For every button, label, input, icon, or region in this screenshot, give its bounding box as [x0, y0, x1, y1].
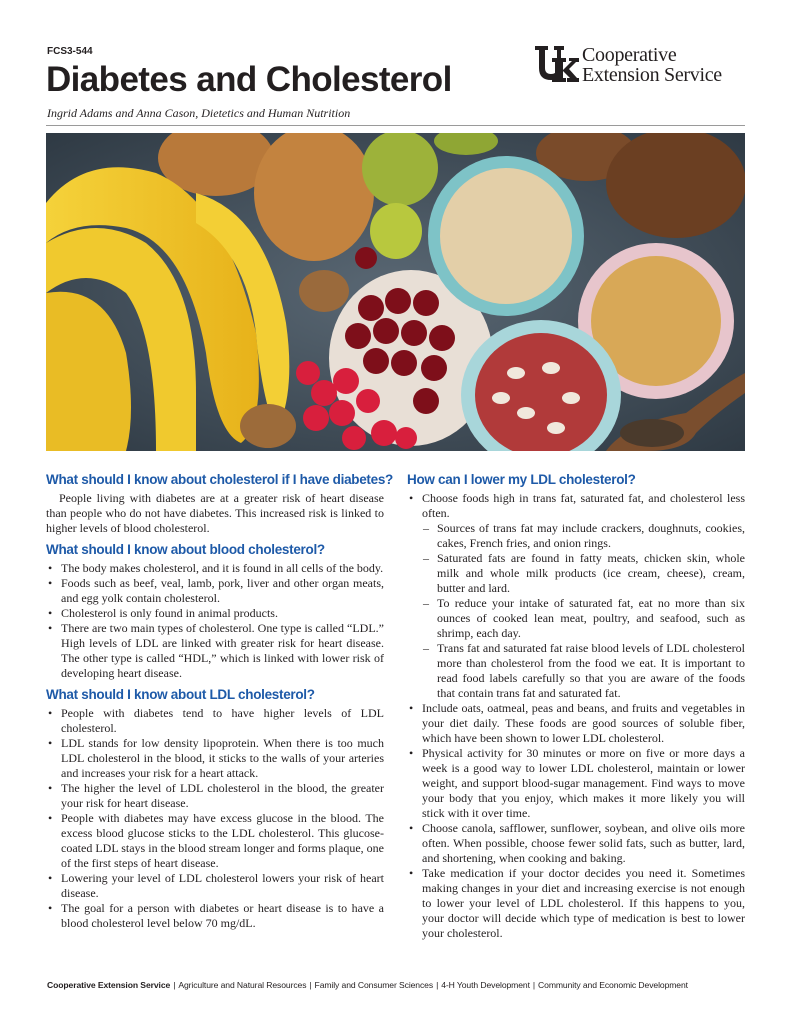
- page-title: Diabetes and Cholesterol: [46, 60, 452, 99]
- list-item: • There are two main types of cholesterol. One type is called “LDL.” High levels of LDL are linked with greater risk for heart disease. The other type is called “HDL,” which is linked with lower risk of developing heart disease.: [46, 621, 384, 681]
- list-item: • People with diabetes tend to have higher levels of LDL cholesterol.: [46, 706, 384, 736]
- list-item: • LDL stands for low density lipoprotein. When there is too much LDL cholesterol in the blood, it sticks to the walls of your arteries and increases your risk for a heart attack.: [46, 736, 384, 781]
- section-heading-cholesterol-diabetes: What should I know about cholesterol if I have diabetes?: [46, 472, 393, 487]
- list-item: • Include oats, oatmeal, peas and beans, and fruits and vegetables in your diet daily. These foods are good sources of soluble fiber, which have been shown to lower LDL cholesterol.: [407, 701, 745, 746]
- list-item-text: Choose foods high in trans fat, saturated fat, and cholesterol less often.: [422, 491, 745, 520]
- list-item: • Foods such as beef, veal, lamb, pork, liver and other organ meats, and egg yolk contain cholesterol.: [46, 576, 384, 606]
- sub-list-item: – To reduce your intake of saturated fat, eat no more than six ounces of cooked lean meat, poultry, and seafood, such as shrimp, each day.: [422, 596, 745, 641]
- sub-list-item: – Sources of trans fat may include crackers, doughnuts, cookies, cakes, French fries, and onion rings.: [422, 521, 745, 551]
- uk-logo-icon: [534, 44, 580, 84]
- right-column: [407, 470, 745, 947]
- lower-ldl-list: [407, 491, 745, 941]
- footer: Cooperative Extension Service | Agriculture and Natural Resources | Family and Consumer Sciences | 4-H Youth Development | Community and Economic Development: [47, 980, 688, 990]
- list-item: • The body makes cholesterol, and it is found in all cells of the body.: [46, 561, 384, 576]
- publication-code: FCS3-544: [47, 46, 93, 57]
- section-heading-lower-ldl: How can I lower my LDL cholesterol?: [407, 472, 636, 487]
- section-heading-ldl-cholesterol: What should I know about LDL cholesterol?: [46, 687, 315, 702]
- footer-org: Cooperative Extension Service: [47, 980, 171, 990]
- list-item: • Choose canola, safflower, sunflower, soybean, and olive oils more often. When possible, choose fewer solid fats, such as butter, lard, and shortening, when cooking and baking.: [407, 821, 745, 866]
- footer-unit: Family and Consumer Sciences: [314, 980, 434, 990]
- sub-list-item: – Trans fat and saturated fat raise blood levels of LDL cholesterol more than cholesterol from the food we eat. It is important to read food labels carefully so that you are aware of the foods that contain trans fat and saturated fat.: [422, 641, 745, 701]
- blood-cholesterol-list: [46, 561, 384, 681]
- left-column: [46, 470, 393, 937]
- food-photo: [46, 133, 745, 451]
- list-item: • Physical activity for 30 minutes or more on five or more days a week is a good way to lower LDL cholesterol, maintain or lower weight, and support blood-sugar management. Find ways to move your body that you enjoy, which makes it more likely you will stick with it over time.: [407, 746, 745, 821]
- list-item: [407, 491, 745, 701]
- list-item: • Lowering your level of LDL cholesterol lowers your risk of heart disease.: [46, 871, 384, 901]
- header-divider: [46, 125, 745, 126]
- authors-line: Ingrid Adams and Anna Cason, Dietetics and Human Nutrition: [47, 106, 351, 120]
- list-item: • People with diabetes may have excess glucose in the blood. The excess blood glucose sticks to the LDL cholesterol. This glucose-coated LDL stays in the blood stream longer and forms plaque, one of the first steps of heart disease.: [46, 811, 384, 871]
- logo-text-cooperative: Cooperative: [582, 44, 677, 66]
- list-item: • Cholesterol is only found in animal products.: [46, 606, 384, 621]
- list-item: • Take medication if your doctor decides you need it. Sometimes making changes in your diet and increasing exercise is not enough to lower your level of LDL cholesterol. If this happens to you, your doctor will decide which type of medication is best to lower your cholesterol.: [407, 866, 745, 941]
- section-heading-blood-cholesterol: What should I know about blood cholesterol?: [46, 542, 325, 557]
- sub-list: [422, 521, 745, 701]
- footer-unit: Community and Economic Development: [538, 980, 688, 990]
- intro-paragraph: People living with diabetes are at a greater risk of heart disease than people who do not have diabetes. This increased risk is linked to higher levels of blood cholesterol.: [46, 491, 384, 535]
- uk-extension-logo: [534, 44, 749, 86]
- ldl-cholesterol-list: [46, 706, 384, 931]
- sub-list-item: – Saturated fats are found in fatty meats, chicken skin, whole milk and whole milk products (ice cream, cheese), cream, butter and lard.: [422, 551, 745, 596]
- logo-text-extension-service: Extension Service: [582, 64, 722, 86]
- list-item: • The higher the level of LDL cholesterol in the blood, the greater your risk for heart disease.: [46, 781, 384, 811]
- list-item: • The goal for a person with diabetes or heart disease is to have a blood cholesterol level below 70 mg/dL.: [46, 901, 384, 931]
- footer-unit: 4-H Youth Development: [441, 980, 530, 990]
- footer-unit: Agriculture and Natural Resources: [178, 980, 307, 990]
